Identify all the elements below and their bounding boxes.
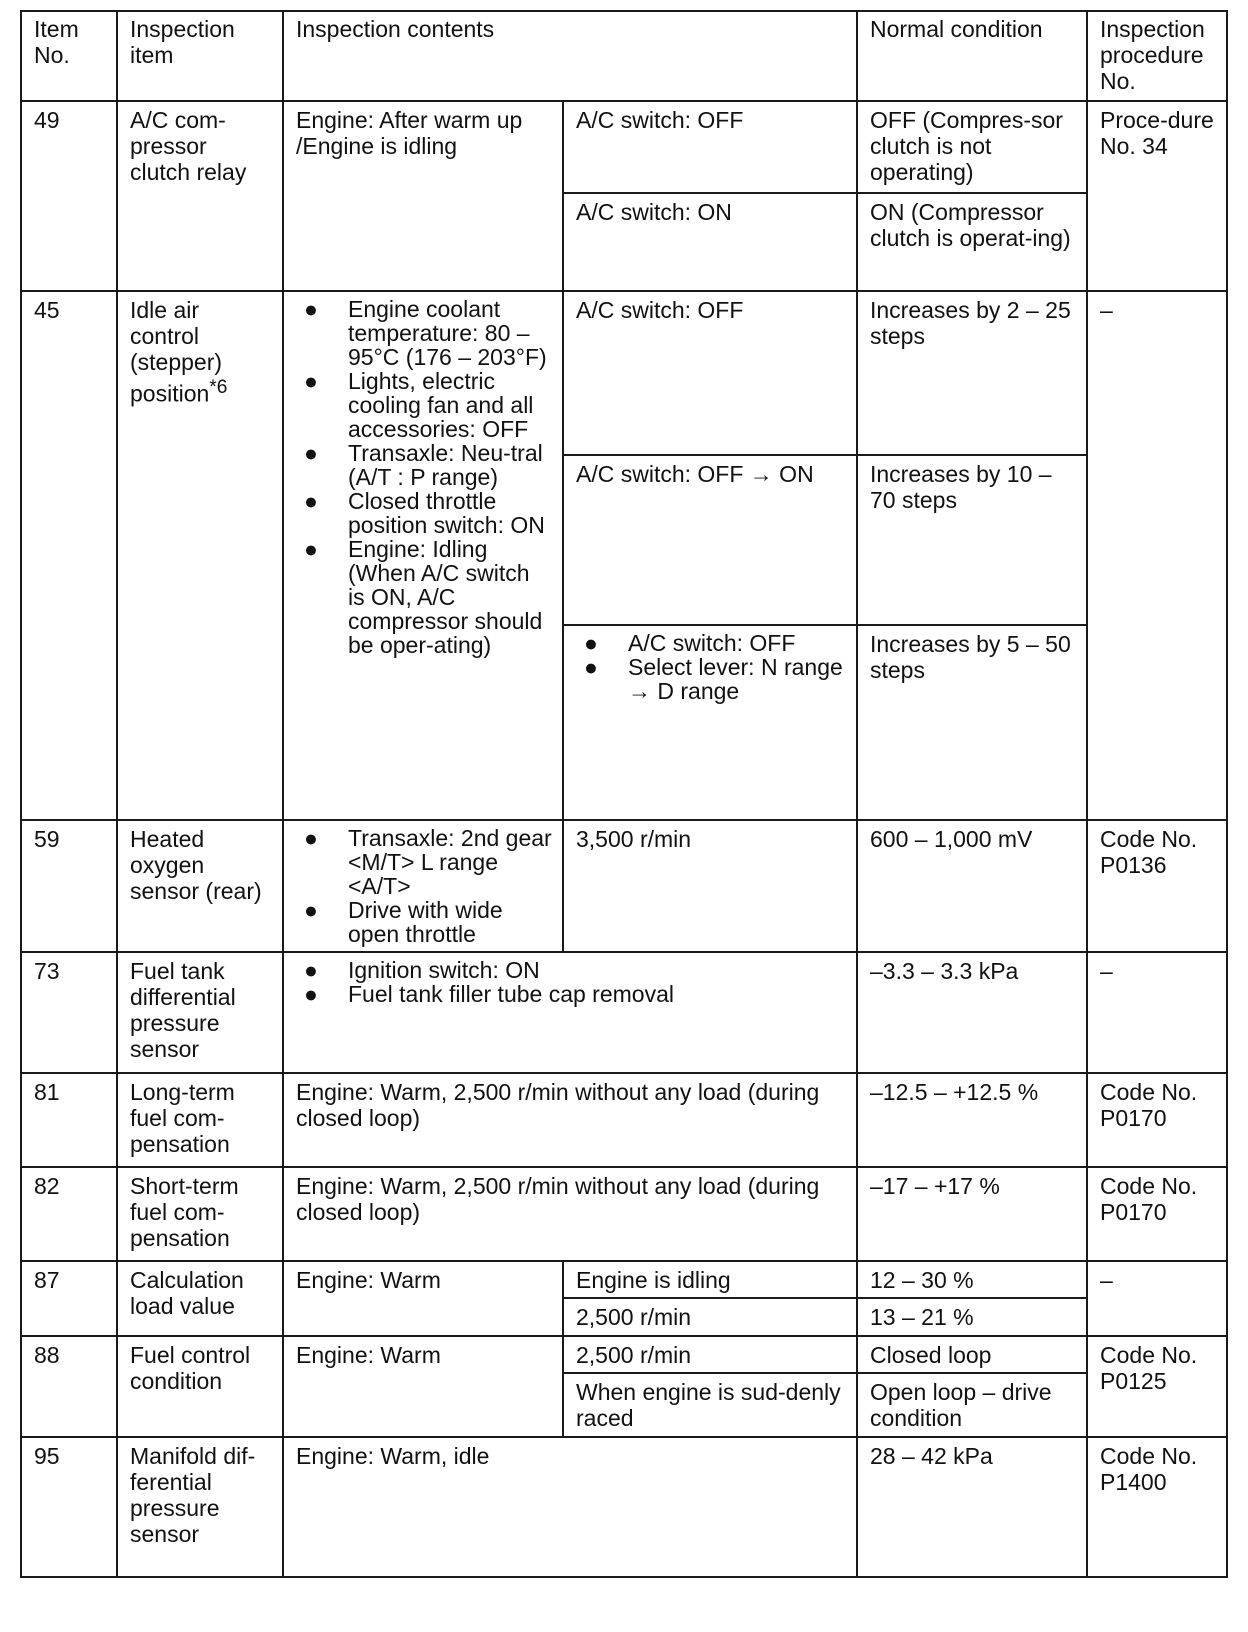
footnote-marker: *6 bbox=[209, 377, 228, 398]
list-item: ● Transaxle: Neu-tral (A/T : P range) bbox=[304, 440, 543, 490]
header-inspection-item: Inspection item bbox=[117, 11, 283, 101]
inspection-item: Fuel control condition bbox=[117, 1336, 283, 1437]
normal-condition: OFF (Compres-sor clutch is not operating) bbox=[857, 101, 1087, 193]
header-inspection-contents: Inspection contents bbox=[283, 11, 857, 101]
table-row bbox=[21, 291, 1227, 455]
bullet-icon: ● bbox=[304, 957, 318, 983]
condition-list bbox=[576, 631, 846, 703]
normal-condition: 600 – 1,000 mV bbox=[857, 820, 1087, 952]
procedure-no: – bbox=[1087, 952, 1227, 1073]
inspection-contents: Engine: Warm bbox=[283, 1336, 563, 1437]
list-item: ● Select lever: N range → D range bbox=[584, 654, 843, 704]
procedure-no: Code No. P0136 bbox=[1087, 820, 1227, 952]
table-row bbox=[21, 1261, 1227, 1298]
item-no: 45 bbox=[21, 291, 117, 820]
inspection-item: Short-term fuel com-pensation bbox=[117, 1167, 283, 1261]
bullet-icon: ● bbox=[304, 368, 318, 394]
item-no: 82 bbox=[21, 1167, 117, 1261]
inspection-item bbox=[117, 291, 283, 820]
sub-condition bbox=[563, 625, 857, 820]
bullet-icon: ● bbox=[304, 440, 318, 466]
normal-condition: Increases by 10 – 70 steps bbox=[857, 455, 1087, 625]
inspection-item: Fuel tank differential pressure sensor bbox=[117, 952, 283, 1073]
bullet-icon: ● bbox=[304, 488, 318, 514]
table-row bbox=[21, 1437, 1227, 1577]
bullet-icon: ● bbox=[304, 981, 318, 1007]
bullet-icon: ● bbox=[304, 825, 318, 851]
bullet-icon: ● bbox=[304, 536, 318, 562]
list-item: ● Ignition switch: ON bbox=[304, 957, 540, 983]
normal-condition: Increases by 2 – 25 steps bbox=[857, 291, 1087, 455]
normal-condition: 28 – 42 kPa bbox=[857, 1437, 1087, 1577]
inspection-contents: Engine: Warm bbox=[283, 1261, 563, 1336]
inspection-contents: Engine: Warm, idle bbox=[283, 1437, 857, 1577]
sub-condition: 3,500 r/min bbox=[563, 820, 857, 952]
header-normal-condition: Normal condition bbox=[857, 11, 1087, 101]
table-row bbox=[21, 820, 1227, 952]
bullet-icon: ● bbox=[304, 296, 318, 322]
condition-list bbox=[296, 297, 552, 657]
inspection-item: Manifold dif-ferential pressure sensor bbox=[117, 1437, 283, 1577]
procedure-no: Proce-dure No. 34 bbox=[1087, 101, 1227, 291]
bullet-icon: ● bbox=[584, 630, 598, 656]
item-no: 73 bbox=[21, 952, 117, 1073]
inspection-contents: Engine: After warm up /Engine is idling bbox=[283, 101, 563, 291]
sub-condition: A/C switch: OFF → ON bbox=[563, 455, 857, 625]
procedure-no: – bbox=[1087, 291, 1227, 820]
table-row bbox=[21, 101, 1227, 193]
bullet-icon: ● bbox=[304, 897, 318, 923]
normal-condition: ON (Compressor clutch is operat-ing) bbox=[857, 193, 1087, 291]
item-text: Idle air control (stepper) position bbox=[130, 297, 223, 407]
item-no: 81 bbox=[21, 1073, 117, 1167]
item-no: 95 bbox=[21, 1437, 117, 1577]
table-row bbox=[21, 952, 1227, 1073]
normal-condition: –17 – +17 % bbox=[857, 1167, 1087, 1261]
sub-condition: A/C switch: ON bbox=[563, 193, 857, 291]
inspection-table bbox=[20, 10, 1228, 1578]
sub-condition: When engine is sud-denly raced bbox=[563, 1373, 857, 1437]
table-row bbox=[21, 1336, 1227, 1373]
inspection-contents bbox=[283, 820, 563, 952]
sub-condition: Engine is idling bbox=[563, 1261, 857, 1298]
normal-condition: 13 – 21 % bbox=[857, 1298, 1087, 1336]
header-row bbox=[21, 11, 1227, 101]
procedure-no: Code No. P0170 bbox=[1087, 1167, 1227, 1261]
procedure-no: – bbox=[1087, 1261, 1227, 1336]
list-item: ● Transaxle: 2nd gear <M/T> L range <A/T> bbox=[304, 825, 552, 899]
list-item: ● Drive with wide open throttle bbox=[304, 897, 503, 947]
sub-condition: 2,500 r/min bbox=[563, 1336, 857, 1373]
normal-condition: –12.5 – +12.5 % bbox=[857, 1073, 1087, 1167]
procedure-no: Code No. P0125 bbox=[1087, 1336, 1227, 1437]
procedure-no: Code No. P1400 bbox=[1087, 1437, 1227, 1577]
list-item: ● Engine coolant temperature: 80 – 95°C (176 – 203°F) bbox=[304, 296, 547, 370]
list-item: ● Engine: Idling (When A/C switch is ON, A/C compressor should be oper-ating) bbox=[304, 536, 543, 658]
bullet-icon: ● bbox=[584, 654, 598, 680]
item-no: 88 bbox=[21, 1336, 117, 1437]
inspection-item: Long-term fuel com-pensation bbox=[117, 1073, 283, 1167]
list-item: ● Fuel tank filler tube cap removal bbox=[304, 981, 674, 1007]
normal-condition: 12 – 30 % bbox=[857, 1261, 1087, 1298]
sub-condition: A/C switch: OFF bbox=[563, 101, 857, 193]
header-item-no: Item No. bbox=[21, 11, 117, 101]
procedure-no: Code No. P0170 bbox=[1087, 1073, 1227, 1167]
normal-condition: Increases by 5 – 50 steps bbox=[857, 625, 1087, 820]
item-no: 59 bbox=[21, 820, 117, 952]
inspection-item: Heated oxygen sensor (rear) bbox=[117, 820, 283, 952]
table-row bbox=[21, 1167, 1227, 1261]
normal-condition: Closed loop bbox=[857, 1336, 1087, 1373]
condition-list bbox=[296, 826, 552, 946]
sub-condition: A/C switch: OFF bbox=[563, 291, 857, 455]
inspection-contents bbox=[283, 952, 857, 1073]
table-row bbox=[21, 1073, 1227, 1167]
sub-condition: 2,500 r/min bbox=[563, 1298, 857, 1336]
inspection-contents: Engine: Warm, 2,500 r/min without any load (during closed loop) bbox=[283, 1167, 857, 1261]
item-no: 49 bbox=[21, 101, 117, 291]
normal-condition: –3.3 – 3.3 kPa bbox=[857, 952, 1087, 1073]
inspection-contents bbox=[283, 291, 563, 820]
inspection-item: A/C com-pressor clutch relay bbox=[117, 101, 283, 291]
normal-condition: Open loop – drive condition bbox=[857, 1373, 1087, 1437]
inspection-contents: Engine: Warm, 2,500 r/min without any load (during closed loop) bbox=[283, 1073, 857, 1167]
condition-list bbox=[296, 958, 846, 1006]
item-no: 87 bbox=[21, 1261, 117, 1336]
list-item: ● A/C switch: OFF bbox=[584, 630, 796, 656]
list-item: ● Lights, electric cooling fan and all accessories: OFF bbox=[304, 368, 534, 442]
inspection-item: Calculation load value bbox=[117, 1261, 283, 1336]
list-item: ● Closed throttle position switch: ON bbox=[304, 488, 545, 538]
header-procedure-no: Inspection procedure No. bbox=[1087, 11, 1227, 101]
